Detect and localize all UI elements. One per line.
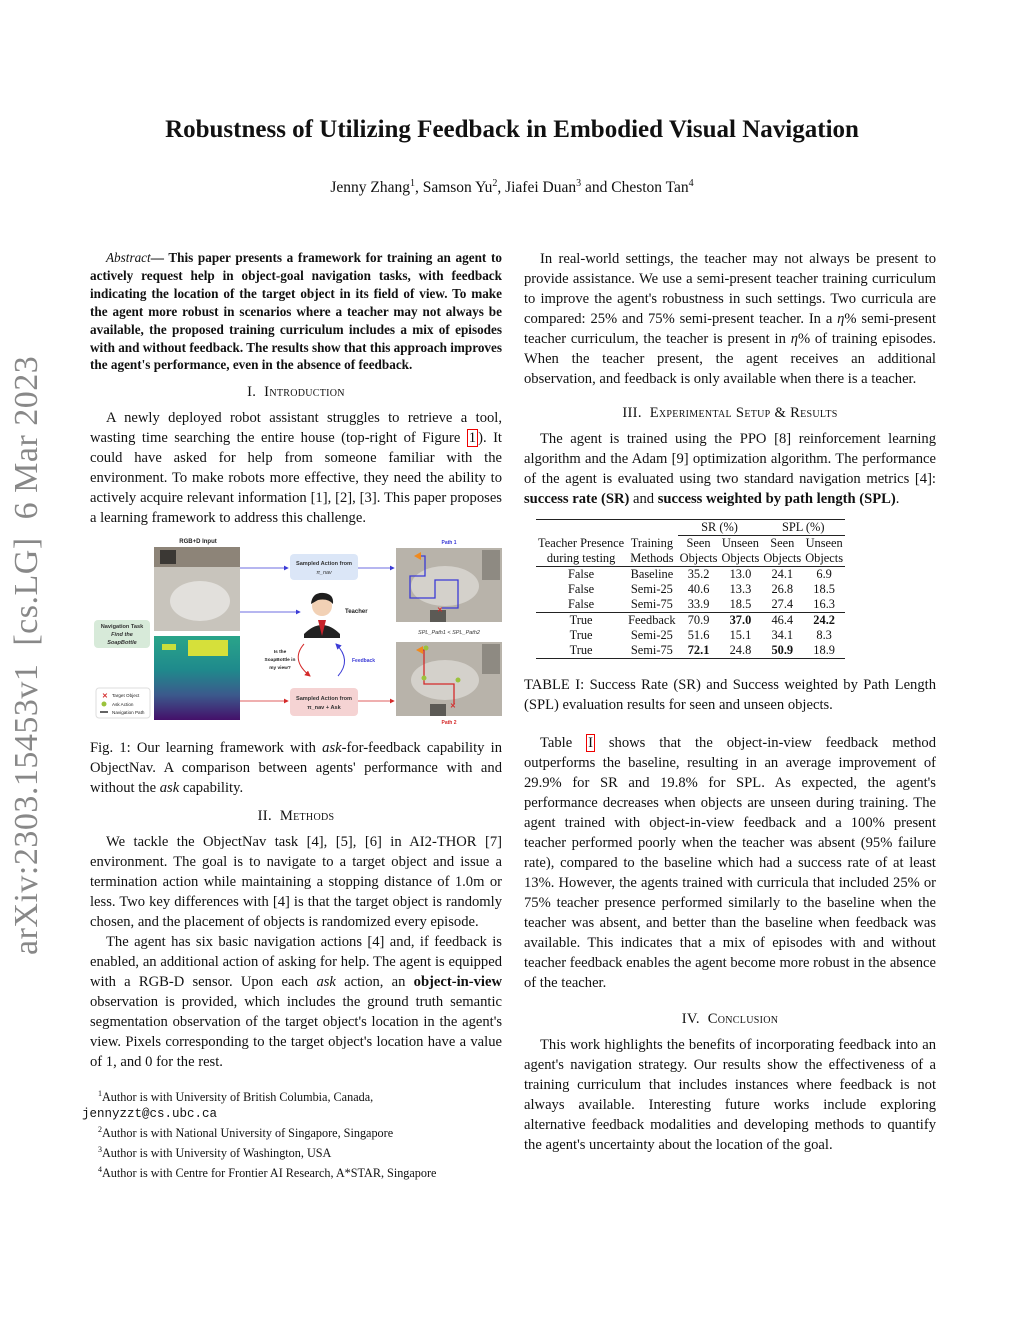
svg-text:Path 2: Path 2 bbox=[441, 720, 457, 727]
svg-text:Sampled Action from: Sampled Action from bbox=[295, 696, 353, 703]
table-row: True Semi-75 72.1 24.8 50.9 18.9 bbox=[536, 643, 845, 659]
right-column bbox=[524, 249, 936, 1155]
section-heading-experiments: III. Experimental Setup & Results bbox=[622, 405, 838, 421]
svg-text:Path 1: Path 1 bbox=[441, 540, 457, 547]
rgbd-label: RGB+D Input bbox=[179, 539, 217, 546]
figure-link[interactable]: 1 bbox=[468, 430, 477, 447]
figure-caption: Fig. 1: Our learning framework with ask-for-feedback capability in ObjectNav. A comparison between agents' performance with and without the ask capability. bbox=[90, 740, 503, 797]
section-heading-introduction: I. Introduction bbox=[247, 384, 345, 401]
table-row: False Semi-25 40.6 13.3 26.8 18.5 bbox=[568, 582, 835, 596]
abstract: Abstract— This paper presents a framework for training an agent to actively request help in object-goal navigation tasks, with feedback indicating the location of the target object in its field of view. To make the agent more robust in scenarios where a teacher may not always be available, the proposed training curriculum includes a mix of episodes with and without feedback. The results show that this approach improves the agent's performance, even in the absence of feedback. bbox=[90, 250, 502, 373]
framework-diagram bbox=[90, 536, 502, 726]
footnote: $^1$Author is with University of British Columbia, Canada, jennyzzt@cs.ubc.ca bbox=[82, 1089, 374, 1121]
svg-text:Sampled Action from: Sampled Action from bbox=[295, 561, 353, 568]
table-link[interactable]: I bbox=[588, 735, 593, 751]
table-row: True Semi-25 51.6 15.1 34.1 8.3 bbox=[569, 628, 832, 642]
svg-text:SoapBottle: SoapBottle bbox=[107, 640, 137, 647]
author-name: Jenny Zhang bbox=[330, 179, 410, 197]
footnotes bbox=[82, 1086, 502, 1181]
svg-text:Feedback: Feedback bbox=[352, 658, 376, 665]
author-name: Jiafei Duan bbox=[505, 179, 577, 197]
footnote: $^4$Author is with Centre for Frontier AI Research, A*STAR, Singapore bbox=[98, 1164, 437, 1180]
section-heading-methods: II. Methods bbox=[257, 808, 335, 825]
svg-text:my view?: my view? bbox=[269, 666, 291, 672]
svg-text:✕: ✕ bbox=[437, 607, 443, 615]
svg-text:✕: ✕ bbox=[102, 693, 108, 701]
table-row: True Feedback 70.9 37.0 46.4 24.2 bbox=[536, 613, 845, 629]
left-column bbox=[82, 249, 503, 1181]
svg-text:SPL_Path1 < SPL_Path2: SPL_Path1 < SPL_Path2 bbox=[418, 630, 480, 637]
footnote: $^3$Author is with University of Washington, USA bbox=[98, 1144, 332, 1161]
svg-text:Teacher: Teacher bbox=[345, 609, 368, 616]
results-table: SR (%) SPL (%) Teacher Presence Training Seen Unseen Seen Unseen during testing Methods Objects Objects Objects Objects False Baseline 35.2 13.0 24.1 6.9 False Semi-25 40.6 13.3 26.8 18.5 False Semi-75 33.9 18.5 27.4 16.3 True Feedback 70.9 37.0 46.4 24.2 True Semi-25 51.6 15.1 34.1 8.3 True Semi-75 72.1 24.8 50.9 18.9 bbox=[538, 520, 844, 657]
methods-paragraph: The agent has six basic navigation actions [4] and, if feedback is enabled, an additional action of asking for help. The agent is equipped with a RGB-D sensor. Upon each ask action, an object-in-view observation is provided, which includes the ground truth semantic segmentation observation of the target object's location in the agent's view. Pixels corresponding to the target object's location have a value of 1, and 0 for the rest. bbox=[90, 934, 502, 1071]
svg-text:π_nav + Ask: π_nav + Ask bbox=[307, 705, 341, 712]
arxiv-stamp: arXiv:2303.15453v1 [cs.LG] 6 Mar 2023 bbox=[8, 355, 45, 955]
curriculum-paragraph: In real-world settings, the teacher may not always be present to provide assistance. We use a semi-present teacher training curriculum to improve the agent's robustness in such settings. Two curricula are compared: 25% and 75% semi-present teacher. In a η% semi-present teacher curriculum, the teacher is present in η% of training episodes. When the teacher present, the agent receives an additional observation, and feedback is only available when there is a teacher. bbox=[524, 251, 936, 387]
table-row: False Semi-75 33.9 18.5 27.4 16.3 bbox=[568, 597, 835, 611]
footnote: $^2$Author is with National University of Singapore, Singapore bbox=[98, 1125, 394, 1141]
intro-paragraph: A newly deployed robot assistant struggles to retrieve a tool, wasting time searching the entire house (top-right of Figure 1 ). It could have asked for help from someone familiar with the environment. To make robots more effective, they need the ability to actively acquire relevant information [1], [2], [3]. This paper proposes a learning framework to address this challenge. bbox=[90, 410, 502, 527]
svg-text:SoapBottle in: SoapBottle in bbox=[264, 658, 296, 664]
svg-text:Navigation Path: Navigation Path bbox=[112, 710, 145, 716]
table-caption: TABLE I: Success Rate (SR) and Success weighted by Path Length (SPL) evaluation results for seen and unseen objects. bbox=[524, 677, 936, 713]
table-row: False Baseline 35.2 13.0 24.1 6.9 bbox=[536, 567, 845, 583]
author-name: Samson Yu bbox=[422, 179, 493, 197]
paper-title: Robustness of Utilizing Feedback in Embodied Visual Navigation bbox=[165, 116, 859, 143]
section-heading-conclusion: IV. Conclusion bbox=[681, 1011, 779, 1027]
svg-text:✕: ✕ bbox=[450, 703, 456, 711]
author-name: Cheston Tan bbox=[611, 179, 689, 197]
svg-text:Navigation Task: Navigation Task bbox=[100, 624, 144, 631]
experiments-paragraph: The agent is trained using the PPO [8] reinforcement learning algorithm and the Adam [9] optimization algorithm. The performance of the agent is evaluated using two standard navigation metrics [4]: success rate (SR) and success weighted by path length (SPL). bbox=[524, 431, 936, 507]
teacher-icon bbox=[304, 593, 340, 638]
methods-paragraph: We tackle the ObjectNav task [4], [5], [6] in AI2-THOR [7] environment. The goal is to navigate to a target object and issue a termination action while maintaining a stopping distance of 1.0m or less. Two key differences with [4] is that the target object is randomly chosen, and the placement of objects is randomized every episode. bbox=[90, 834, 502, 931]
svg-text:π_nav: π_nav bbox=[316, 570, 332, 577]
svg-text:Target Object: Target Object bbox=[112, 693, 140, 699]
svg-text:Find the: Find the bbox=[111, 632, 133, 639]
author-list: Jenny Zhang$^1$, Samson Yu$^2$, Jiafei Duan$^3$ and Cheston Tan$^4$ bbox=[330, 178, 694, 197]
svg-text:Ask Action: Ask Action bbox=[112, 702, 134, 708]
conclusion-paragraph: This work highlights the benefits of incorporating feedback into an agent's navigation strategy. Our results show the effectiveness of a training curriculum that includes instances where feedback is not always available. Interesting future works include exploring alternative feedback modalities and developing methods to quantify the agent's uncertainty about the location of the goal. bbox=[524, 1037, 936, 1153]
author-email[interactable]: jennyzzt@cs.ubc.ca bbox=[82, 1106, 218, 1121]
results-paragraph: Table I shows that the object-in-view feedback method outperforms the baseline, resulting in an average improvement of 29.9% for SR and 19.8% for SPL. As expected, the agent's performance decreases when objects are unseen during training. The agent trained with object-in-view feedback and a 100% present teacher performed poorly when the teacher was absent (95% failure rate), compared to the baseline which had a success rate of at least 13%. However, the agents trained with curricula that included 25% or 75% teacher presence performed similarly to the baseline when the teacher was absent, and better than the baseline when feedback was available. This indicates that a mix of episodes with and without teacher feedback enables the agent become more robust in the absence of the teacher. bbox=[524, 735, 936, 991]
svg-text:Is the: Is the bbox=[273, 650, 287, 656]
figure-1 bbox=[90, 536, 502, 726]
